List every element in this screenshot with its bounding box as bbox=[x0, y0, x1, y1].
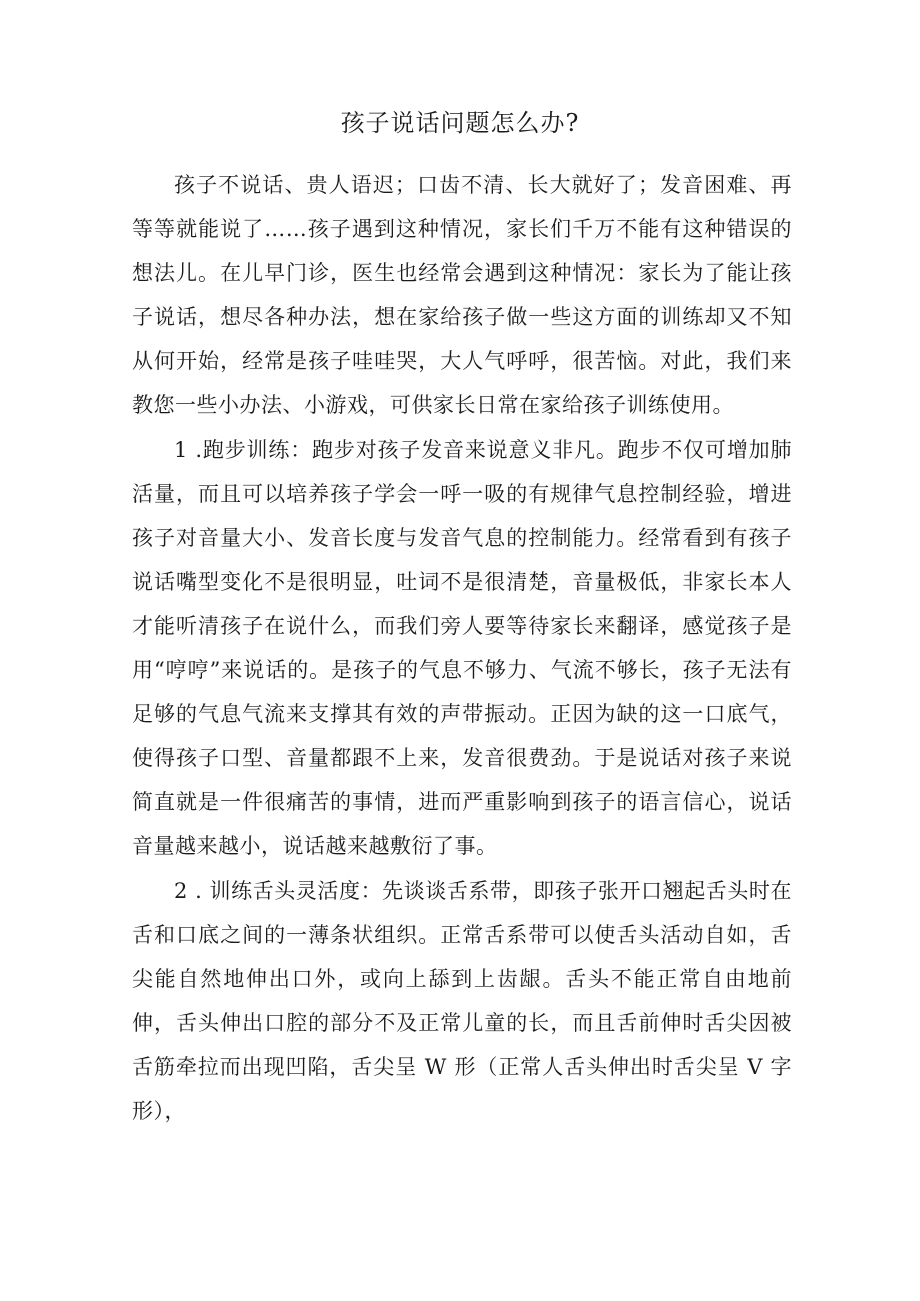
document-body bbox=[132, 163, 792, 1133]
paragraph-intro: 孩子不说话、贵人语迟；口齿不清、长大就好了；发音困难、再等等就能说了……孩子遇到这种情况，家长们千万不能有这种错误的想法儿。在儿早门诊，医生也经常会遇到这种情况：家长为了能让孩子说话，想尽各种办法，想在家给孩子做一些这方面的训练却又不知从何开始，经常是孩子哇哇哭，大人气呼呼，很苦恼。对此，我们来教您一些小办法、小游戏，可供家长日常在家给孩子训练使用。 bbox=[132, 173, 792, 417]
paragraph-running-training: 1 .跑步训练：跑步对孩子发音来说意义非凡。跑步不仅可增加肺活量，而且可以培养孩子学会一呼一吸的有规律气息控制经验，增进孩子对音量大小、发音长度与发音气息的控制能力。经常看到有孩子说话嘴型变化不是很明显，吐词不是很清楚，音量极低，非家长本人才能听清孩子在说什么，而我们旁人要等待家长来翻译，感觉孩子是用“哼哼”来说话的。是孩子的气息不够力、气流不够长，孩子无法有足够的气息气流来支撑其有效的声带振动。正因为缺的这一口底气，使得孩子口型、音量都跟不上来，发音很费劲。于是说话对孩子来说简直就是一件很痛苦的事情，进而严重影响到孩子的语言信心，说话音量越来越小，说话越来越敷衍了事。 bbox=[132, 438, 792, 858]
page-title: 孩子说话问题怎么办? bbox=[340, 109, 580, 137]
paragraph-tongue-training: 2 . 训练舌头灵活度：先谈谈舌系带，即孩子张开口翘起舌头时在舌和口底之间的一薄条状组织。正常舌系带可以使舌头活动自如，舌尖能自然地伸出口外，或向上舔到上齿龈。舌头不能正常自由地前伸，舌头伸出口腔的部分不及正常儿童的长，而且舌前伸时舌尖因被舌筋牵拉而出现凹陷，舌尖呈 W 形（正常人舌头伸出时舌尖呈 V 字形）， bbox=[132, 879, 792, 1123]
